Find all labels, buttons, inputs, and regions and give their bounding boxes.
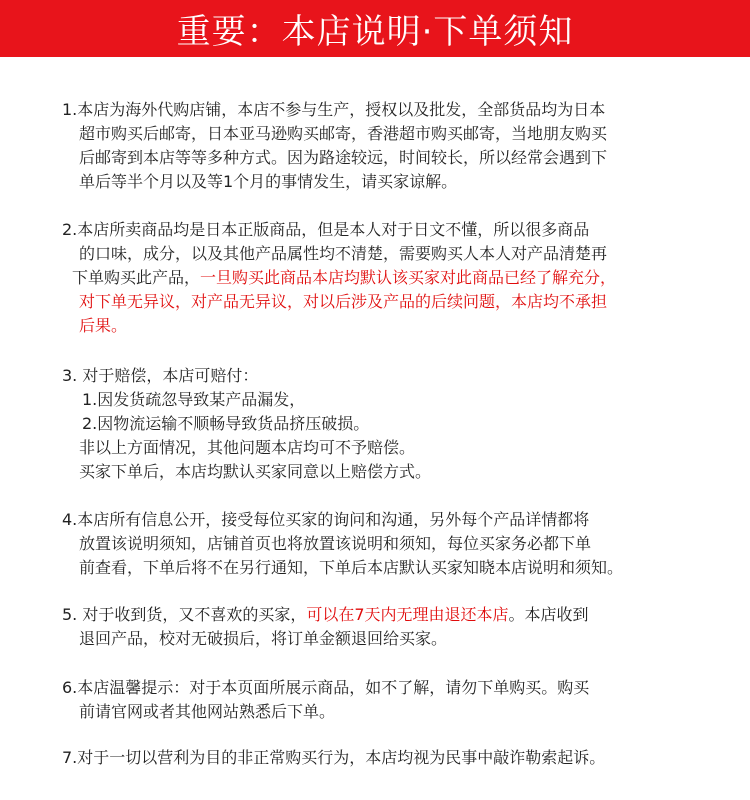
paragraph-line: 1.本店为海外代购店铺，本店不参与生产，授权以及批发，全部货品均为日本 — [62, 100, 606, 119]
paragraph-line: 单后等半个月以及等1个月的事情发生，请买家谅解。 — [79, 172, 458, 191]
highlight-text: 后果。 — [79, 316, 128, 335]
highlight-text: 一旦购买此商品本店均默认该买家对此商品已经了解充分， — [200, 268, 617, 287]
paragraph-line: 6.本店温馨提示：对于本页面所展示商品，如不了解，请勿下单购买。购买 — [62, 678, 590, 697]
notice-paragraph-1 — [62, 98, 730, 194]
paragraph-line — [62, 603, 730, 627]
notice-paragraph-6 — [62, 676, 730, 724]
paragraph-line: 前请官网或者其他网站熟悉后下单。 — [79, 702, 336, 721]
paragraph-line: 4.本店所有信息公开，接受每位买家的询问和沟通，另外每个产品详情都将 — [62, 510, 590, 529]
notice-paragraph-5 — [62, 603, 730, 651]
highlight-text: 可以在7天内无理由退还本店 — [306, 605, 509, 624]
paragraph-text: 下单购买此产品， — [72, 268, 201, 287]
notice-paragraph-7 — [62, 746, 730, 770]
paragraph-line: 7.对于一切以营利为目的非正常购买行为，本店均视为民事中敲诈勒索起诉。 — [62, 748, 606, 767]
paragraph-text: 。本店收到 — [508, 605, 589, 624]
paragraph-line: 非以上方面情况，其他问题本店均可不予赔偿。 — [79, 438, 416, 457]
paragraph-line: 2.本店所卖商品均是日本正版商品，但是本人对于日文不懂，所以很多商品 — [62, 220, 590, 239]
page-title: 重要：本店说明·下单须知 — [176, 12, 574, 52]
paragraph-line: 退回产品，校对无破损后，将订单金额退回给买家。 — [79, 629, 448, 648]
notice-paragraph-2 — [62, 218, 730, 338]
paragraph-text: 5. 对于收到货，又不喜欢的买家， — [62, 605, 307, 624]
list-item: 1.因发货疏忽导致某产品漏发， — [82, 390, 306, 409]
paragraph-line: 买家下单后，本店均默认买家同意以上赔偿方式。 — [79, 462, 432, 481]
paragraph-line: 的口味，成分，以及其他产品属性均不清楚，需要购买人本人对产品清楚再 — [79, 244, 608, 263]
paragraph-line: 后邮寄到本店等等多种方式。因为路途较远，时间较长，所以经常会遇到下 — [79, 148, 608, 167]
paragraph-line: 3. 对于赔偿，本店可赔付： — [62, 366, 259, 385]
paragraph-line — [62, 266, 730, 290]
paragraph-line: 放置该说明须知，店铺首页也将放置该说明和须知，每位买家务必都下单 — [79, 534, 592, 553]
paragraph-line: 超市购买后邮寄，日本亚马逊购买邮寄，香港超市购买邮寄，当地朋友购买 — [79, 124, 608, 143]
paragraph-line: 前查看，下单后将不在另行通知，下单后本店默认买家知晓本店说明和须知。 — [79, 558, 624, 577]
header-banner — [0, 0, 750, 57]
notice-paragraph-4 — [62, 508, 730, 580]
highlight-text: 对下单无异议，对产品无异议，对以后涉及产品的后续问题，本店均不承担 — [79, 292, 608, 311]
notice-paragraph-3 — [62, 364, 730, 484]
list-item: 2.因物流运输不顺畅导致货品挤压破损。 — [82, 414, 370, 433]
